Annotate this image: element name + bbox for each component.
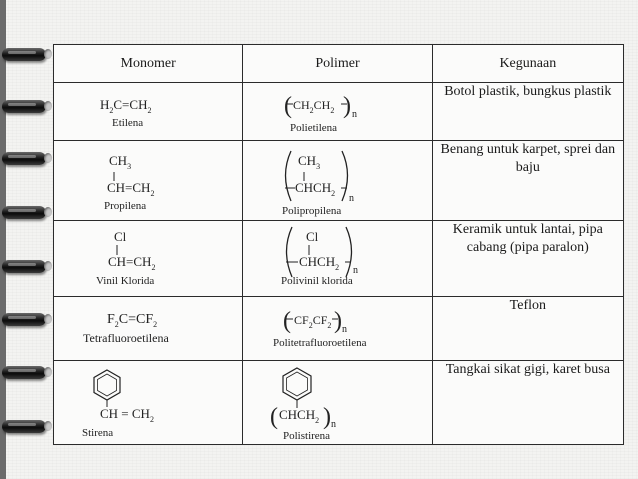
polistirena-structure xyxy=(243,361,432,445)
binding-ring-icon xyxy=(2,152,46,165)
svg-text:CH=CH2 xyxy=(107,180,154,198)
formula-part: Cl xyxy=(306,229,319,244)
binding-hole-icon xyxy=(44,314,52,324)
kegunaan-cell: Keramik untuk lantai, pipa cabang (pipa paralon) xyxy=(432,221,623,297)
formula-subscript: 2 xyxy=(153,320,158,329)
formula-part: H xyxy=(100,97,110,112)
formula-part: CHCH xyxy=(299,254,336,269)
table-row xyxy=(54,361,624,445)
formula-part: CHCH xyxy=(279,407,316,422)
formula-subscript: 3 xyxy=(316,162,321,171)
repeat-n: n xyxy=(352,109,358,120)
monomer-cell xyxy=(54,361,243,445)
binding-hole-icon xyxy=(44,421,52,431)
formula-part: CH = CH xyxy=(100,406,150,421)
svg-text:CHCH2 xyxy=(299,254,339,272)
formula-subscript: 2 xyxy=(315,416,320,425)
formula-subscript: 2 xyxy=(147,106,152,115)
page-edge xyxy=(0,0,6,479)
monomer-cell xyxy=(54,221,243,297)
benzene-ring-inner xyxy=(98,374,117,396)
monomer-name: Tetrafluoroetilena xyxy=(83,331,169,345)
monomer-cell xyxy=(54,141,243,221)
benzene-ring-icon xyxy=(283,368,311,400)
formula-part: Cl xyxy=(114,229,127,244)
formula-part: C=CH xyxy=(113,97,148,112)
table-header-row xyxy=(54,45,624,83)
monomer-cell xyxy=(54,297,243,361)
formula-part: CH=CH xyxy=(107,180,151,195)
polimer-name: Polietilena xyxy=(290,122,338,134)
formula-subscript: 2 xyxy=(331,189,336,198)
binding-hole-icon xyxy=(44,101,52,111)
formula-subscript: 2 xyxy=(335,263,340,272)
formula-subscript: 2 xyxy=(151,263,156,272)
svg-text:CH = CH2 xyxy=(100,406,154,424)
svg-text:CH3 xyxy=(109,153,131,171)
repeat-n: n xyxy=(353,265,359,276)
monomer-name: Etilena xyxy=(112,117,144,129)
binding-hole-icon xyxy=(44,207,52,217)
formula-subscript: 2 xyxy=(327,321,332,330)
polimer-name: Polivinil klorida xyxy=(281,275,354,287)
close-paren-icon: ) xyxy=(343,93,352,119)
formula-part: CH xyxy=(293,98,310,112)
formula-part: CF xyxy=(313,313,328,327)
polimer-name: Polistirena xyxy=(283,430,331,442)
svg-text:CF2CF2 xyxy=(294,313,331,330)
polietilena-structure xyxy=(243,83,432,141)
polimer-cell xyxy=(243,221,432,297)
binding-ring-icon xyxy=(2,260,46,273)
binding-ring-icon xyxy=(2,366,46,379)
binding-ring-icon xyxy=(2,420,46,433)
vinil-klorida-structure xyxy=(54,221,243,297)
svg-text:F2C=CF2 xyxy=(107,312,157,329)
open-paren-icon: ( xyxy=(270,404,279,430)
formula-subscript: 2 xyxy=(330,106,335,115)
polivinil-klorida-structure xyxy=(243,221,432,297)
polimer-name: Polipropilena xyxy=(282,205,342,217)
formula-subscript: 3 xyxy=(127,162,132,171)
formula-part: C=CF xyxy=(118,312,154,327)
formula-subscript: 2 xyxy=(109,106,114,115)
table-row xyxy=(54,297,624,361)
svg-text:CHCH2 xyxy=(279,407,319,425)
svg-text:CH=CH2 xyxy=(108,254,155,272)
close-paren-icon: ) xyxy=(334,308,343,334)
monomer-name: Vinil Klorida xyxy=(96,275,155,287)
binding-hole-icon xyxy=(44,367,52,377)
open-paren-icon: ( xyxy=(283,308,292,334)
polimer-cell xyxy=(243,141,432,221)
etilena-structure xyxy=(54,83,243,141)
formula-part: CH xyxy=(109,153,128,168)
formula-subscript: 2 xyxy=(310,106,314,115)
formula-part: CHCH xyxy=(295,180,332,195)
binding-hole-icon xyxy=(44,153,52,163)
kegunaan-cell: Tangkai sikat gigi, karet busa xyxy=(432,361,623,445)
propilena-structure xyxy=(54,141,243,221)
binding-ring-icon xyxy=(2,100,46,113)
formula-part: CF xyxy=(294,313,310,327)
header-polimer: Polimer xyxy=(243,45,432,83)
polymer-table xyxy=(53,44,624,445)
stirena-structure xyxy=(54,361,243,445)
monomer-cell xyxy=(54,83,243,141)
formula-subscript: 2 xyxy=(309,321,314,330)
formula-part: F xyxy=(107,312,115,327)
kegunaan-cell: Benang untuk karpet, sprei dan baju xyxy=(432,141,623,221)
polipropilena-structure xyxy=(243,141,432,221)
repeat-n: n xyxy=(331,419,337,430)
benzene-ring-inner xyxy=(287,372,308,396)
table-row xyxy=(54,83,624,141)
formula-part: CH xyxy=(314,98,331,112)
monomer-name: Stirena xyxy=(82,427,114,439)
formula-part: CH=CH xyxy=(108,254,152,269)
binding-hole-icon xyxy=(44,49,52,59)
binding-ring-icon xyxy=(2,206,46,219)
table-row xyxy=(54,141,624,221)
formula-subscript: 2 xyxy=(114,320,119,329)
kegunaan-cell: Botol plastik, bungkus plastik xyxy=(432,83,623,141)
svg-text:CH3 xyxy=(298,153,320,171)
svg-text:CH2CH2 xyxy=(293,98,334,115)
open-paren-icon: ( xyxy=(284,93,293,119)
svg-text:H2C=CH2 xyxy=(100,97,151,115)
close-paren-icon: ) xyxy=(323,404,332,430)
formula-subscript: 2 xyxy=(150,189,155,198)
repeat-n: n xyxy=(342,324,348,335)
kegunaan-cell: Teflon xyxy=(432,297,623,361)
polimer-name: Politetrafluoroetilena xyxy=(273,337,367,349)
header-monomer: Monomer xyxy=(54,45,243,83)
polimer-cell xyxy=(243,361,432,445)
formula-part: CH xyxy=(298,153,317,168)
formula-subscript: 2 xyxy=(149,415,154,424)
svg-text:CHCH2 xyxy=(295,180,335,198)
header-kegunaan: Kegunaan xyxy=(432,45,623,83)
politetrafluoroetilena-structure xyxy=(243,297,432,361)
table-row xyxy=(54,221,624,297)
binding-ring-icon xyxy=(2,48,46,61)
monomer-name: Propilena xyxy=(104,200,147,212)
polimer-cell xyxy=(243,297,432,361)
repeat-n: n xyxy=(349,193,355,204)
binding-ring-icon xyxy=(2,313,46,326)
tetrafluoroetilena-structure xyxy=(54,297,243,361)
polimer-cell xyxy=(243,83,432,141)
binding-hole-icon xyxy=(44,261,52,271)
